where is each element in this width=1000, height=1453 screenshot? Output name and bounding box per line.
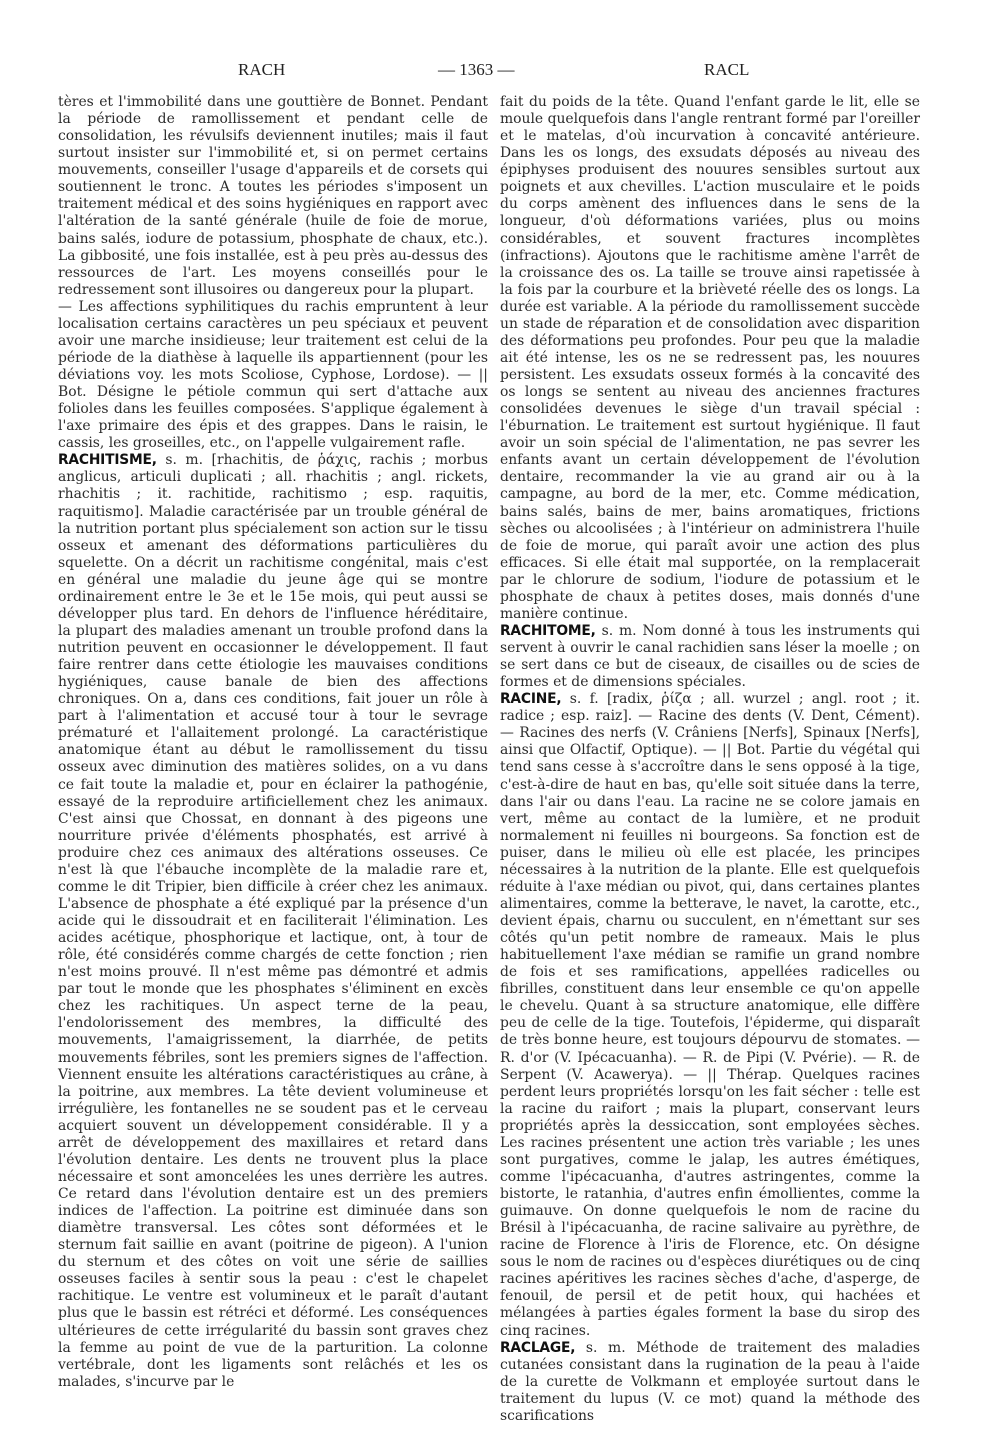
headword-racine: RACINE, xyxy=(500,691,562,708)
definition-rachitome: s. m. Nom donné à tous les instruments qui servent à ouvrir le canal rachidien sans léser la moelle ; on se sert dans ce but de ciseaux, de cisailles ou de scies de formes et de dimensions spéciales. xyxy=(500,622,921,691)
running-head xyxy=(0,60,1000,84)
right-column xyxy=(500,94,920,1425)
left-column xyxy=(58,94,488,1391)
headword-rachitome: RACHITOME, xyxy=(500,622,596,639)
entry-raclage xyxy=(500,1340,920,1425)
entry-rachitisme xyxy=(58,452,488,1390)
definition-rachitisme: s. m. [rhachitis, de ῥάχις, rachis ; morbus anglicus, articuli duplicati ; all. rhachitis ; angl. rickets, rhachitis ; it. rachitide, rachitismo ; esp. raquitis, raquitismo]. Maladie caractérisée par un trouble général de la nutrition portant plus spécialement son action sur le tissu osseux et amenant des déformations particulières du squelette. On a décrit un rachitisme congénital, mais c'est en général une maladie du jeune âge qui se montre ordinairement entre le 3e et le 15e mois, qui peut aussi se développer plus tard. En dehors de l'influence héréditaire, la plupart des maladies amenant un trouble profond dans la nutrition peuvent en occasionner le développement. Il faut faire rentrer dans cette étiologie les mauvaises conditions hygiéniques, cause banale de bien des affections chroniques. On a, dans ces conditions, fait jouer un rôle à part à l'alimentation et accusé tour à tour le sevrage prématuré et l'allaitement prolongé. La caractéristique anatomique étant au début le ramollissement du tissu osseux avec diminution des matières solides, on a vu dans ce fait toute la maladie et, pour en éclairer la pathogénie, essayé de la reproduire artificiellement chez les animaux. C'est ainsi que Chossat, en donnant à des pigeons une nourriture privée d'éléments phosphatés, est arrivé à produire chez ces animaux des altérations osseuses. Ce n'est là que l'ébauche incomplète de la maladie rare et, comme le dit Tripier, bien difficile à créer chez les animaux. L'absence de phosphate a été expliqué par la présence d'un acide qui le dissoudrait et en faciliterait l'élimination. Les acides acétique, phosphorique et lactique, ont, à tour de rôle, été considérés comme chargés de cette fonction ; rien n'est moins prouvé. Il n'est même pas démontré et admis par tout le monde que les phosphates s'éliminent en excès chez les rachitiques. Un aspect terne de la peau, l'endolorissement des membres, la difficulté des mouvements, l'amaigrissement, la diarrhée, de petits mouvements fébriles, sont les premiers signes de l'affection. Viennent ensuite les altérations caractéristiques au crâne, à la poitrine, aux membres. La tête devient volumineuse et irrégulière, les fontanelles ne se soudent pas et le cerveau acquiert souvent un développement considérable. Il y a arrêt de développement des maxillaires et retard dans l'évolution dentaire. Les dents ne trouvent plus la place nécessaire et sont amoncelées les unes derrière les autres. Ce retard dans l'évolution dentaire est un des premiers indices de l'affection. La poitrine est diminuée dans son diamètre transversal. Les côtes sont déformées et le sternum fait saillie en avant (poitrine de pigeon). A l'union du sternum et des côtes on voit une série de saillies osseuses faciles à sentir sous la peau : c'est le chapelet rachitique. Le ventre est volumineux et le paraît d'autant plus que le bassin est rétréci et déformé. Les conséquences ultérieures de cette irrégularité du bassin sont graves chez la femme au point de vue de la parturition. La colonne vertébrale, dont les ligaments sont relâchés et les os malades, s'incurve par le xyxy=(58,452,488,1390)
paragraph-rachis-continuation: tères et l'immobilité dans une gouttière de Bonnet. Pendant la période de ramollissement et pendant celle de consolidation, les révulsifs deviennent inutiles; mais il faut surtout insister sur l'immobilité et, si on permet certains mouvements, conseiller l'usage d'appareils et de corsets qui soutiennent le tronc. A toutes les périodes s'imposent un traitement médical et des soins hygiéniques en rapport avec l'altération de la santé générale (huile de foie de morue, bains salés, iodure de potassium, phosphate de chaux, etc.). La gibbosité, une fois installée, est à peu près au-dessus des ressources de l'art. Les moyens conseillés pour le redressement sont illusoires ou dangereux pour la plupart. xyxy=(58,94,488,298)
running-head-right: RACL xyxy=(704,60,750,79)
definition-racine: s. f. [radix, ῥίζα ; all. wurzel ; angl. root ; it. radice ; esp. raiz]. — Racine des dents (V. Dent, Cément). — Racines des nerfs (V. Crâniens [Nerfs], Spinaux [Nerfs], ainsi que Olfactif, Optique). — || Bot. Partie du végétal qui tend sans cesse à s'accroître dans le sens opposé à la tige, c'est-à-dire de haut en bas, qu'elle soit située dans la terre, dans l'air ou dans l'eau. La racine ne se colore jamais en vert, même au contact de la lumière, et ne produit normalement ni feuilles ni bourgeons. Sa fonction est de puiser, dans le milieu où elle est placée, les principes nécessaires à la nutrition de la plante. Elle est quelquefois réduite à l'axe médian ou pivot, qui, dans certaines plantes alimentaires, comme la betterave, le navet, la carotte, etc., devient épais, charnu ou succulent, en n'émettant sur ses côtés qu'un petit nombre de rameaux. Mais le plus habituellement l'axe médian se ramifie un grand nombre de fois et ses ramifications, appellées radicelles ou fibrilles, constituent dans leur ensemble ce qu'on appelle le chevelu. Quant à sa structure anatomique, elle diffère peu de celle de la tige. Toutefois, l'épiderme, qui disparaît de très bonne heure, est toujours dépourvu de stomates. — R. d'or (V. Ipécacuanha). — R. de Pipi (V. Pvérie). — R. de Serpent (V. Acawerya). — || Thérap. Quelques racines perdent leurs propriétés lorsqu'on les fait sécher : telle est la racine du raifort ; mais la plupart, conservant leurs propriétés après la dessiccation, sont employées sèches. Les racines présentent une action très variable ; les unes sont purgatives, comme le jalap, les autres émétiques, comme l'ipécacuanha, d'autres astringentes, comme la bistorte, le ratanhia, d'autres enfin émollientes, comme la guimauve. On donne quelquefois le nom de racine du Brésil à l'ipécacuanha, de racine salivaire au pyrèthre, de racine de Florence à l'iris de Florence, etc. On désigne sous le nom de racines ou d'espèces diurétiques ou de cinq racines apéritives les racines sèches d'ache, d'asperge, de fenouil, de persil et de petit houx, qui hachées et mélangées à parties égales forment la base du sirop des cinq racines. xyxy=(500,691,920,1339)
headword-rachitisme: RACHITISME, xyxy=(58,452,157,469)
definition-raclage: s. m. Méthode de traitement des maladies cutanées consistant dans la rugination de la peau à l'aide de la curette de Volkmann et employée surtout dans le traitement du lupus (V. ce mot) quand la méthode des scarifications xyxy=(500,1339,920,1424)
entry-racine xyxy=(500,691,920,1339)
page-number: — 1363 — xyxy=(438,60,515,79)
running-head-left: RACH xyxy=(238,60,286,79)
paragraph-rachitisme-continuation: fait du poids de la tête. Quand l'enfant garde le lit, elle se moule quelquefois dans l'angle rentrant formé par l'oreiller et le matelas, d'où incurvation à concavité antérieure. Dans les os longs, des exsudats déposés au niveau des épiphyses produisent des nouures sensibles surtout aux poignets et aux chevilles. L'action musculaire et le poids du corps amènent des influences dans le sens de la longueur, d'où déformations variées, plus ou moins considérables, et souvent fractures incomplètes (infractions). Ajoutons que le rachitisme amène l'arrêt de la croissance des os. La taille se trouve ainsi rapetissée à la fois par la courbure et la brièveté réelle des os longs. La durée est variable. A la période du ramollissement succède un stade de réparation et de consolidation avec disparition des déformations peu profondes. Pour peu que la maladie ait été intense, les os ne se redressent pas, les nouures persistent. Les exsudats osseux formés à la concavité des os longs se sentent au niveau des anciennes fractures consolidées devenues le siège d'un travail spécial : l'éburnation. Le traitement est surtout hygiénique. Il faut avoir un soin spécial de l'alimentation, ne pas sevrer les enfants avant un certain développement de l'évolution dentaire, recommander la vie au grand air ou à la campagne, au bord de la mer, etc. Comme médication, bains salés, bains de mer, bains aromatiques, frictions sèches ou alcoolisées ; à l'intérieur on administrera l'huile de foie de morue, qui paraît avoir une action des plus efficaces. Si elle était mal supportée, on la remplacerait par le chlorure de sodium, l'iodure de potassium et le phosphate de chaux à petites doses, mais donnés d'une manière continue. xyxy=(500,94,920,622)
headword-raclage: RACLAGE, xyxy=(500,1339,576,1356)
entry-rachitome xyxy=(500,623,920,691)
paragraph-rachis-syphilis: — Les affections syphilitiques du rachis empruntent à leur localisation certains caractères un peu spéciaux et peuvent avoir une marche insidieuse; leur traitement est celui de la période de la diathèse à laquelle ils appartiennent (pour les déviations voy. les mots Scoliose, Cyphose, Lordose). — || Bot. Désigne le pétiole commun qui sert d'attache aux folioles dans les feuilles composées. S'applique également à l'axe primaire des épis et des grappes. Dans le raisin, le cassis, les groseilles, etc., on l'appelle vulgairement rafle. xyxy=(58,298,488,452)
